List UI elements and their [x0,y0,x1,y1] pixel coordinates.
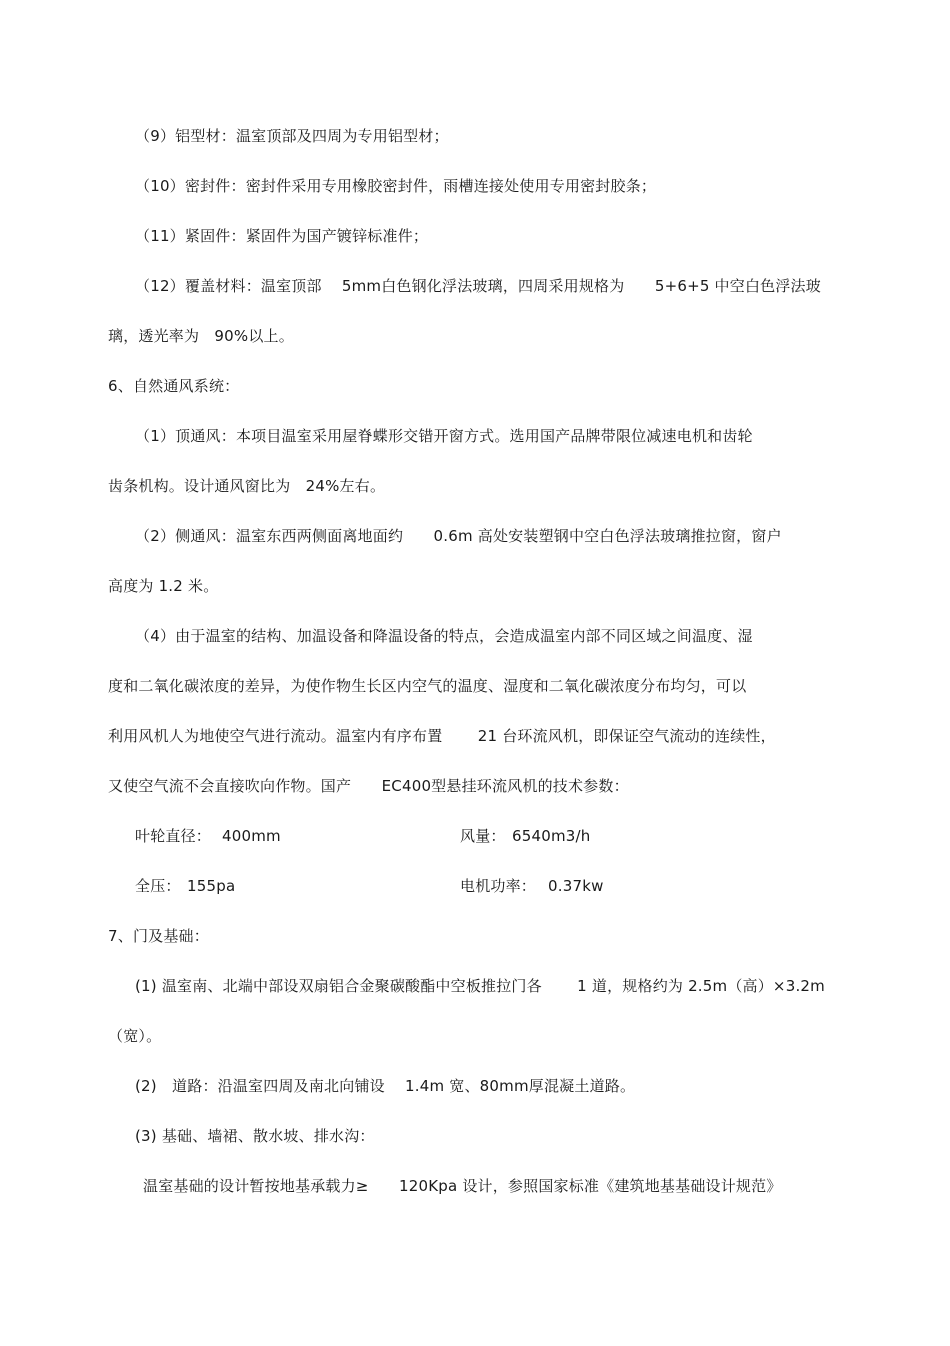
item-3-foundation: (3) 基础、墙裙、散水坡、排水沟： [135,1127,375,1145]
foundation-design-text: 温室基础的设计暂按地基承载力≥ 120Kpa 设计，参照国家标准《建筑地基基础设计规范》 [143,1177,782,1195]
item-10-seals: （10）密封件：密封件采用专用橡胶密封件，雨槽连接处使用专用密封胶条； [135,177,657,195]
item-2-side-ventilation: （2）侧通风：温室东西两侧面离地面约 0.6m 高处安装塑钢中空白色浮法玻璃推拉窗，窗户 [135,527,782,545]
item-12-continuation: 璃，透光率为 90%以上。 [108,327,294,345]
section-6-heading: 6、自然通风系统： [108,377,240,395]
spec-power-value: 0.37kw [548,877,604,895]
item-1-doors-continuation: （宽）。 [108,1027,162,1045]
item-2-continuation: 高度为 1.2 米。 [108,577,219,595]
item-1-roof-ventilation: （1）顶通风：本项目温室采用屋脊蝶形交错开窗方式。选用国产品牌带限位减速电机和齿轮 [135,427,753,445]
spec-impeller-label: 叶轮直径： [135,827,212,845]
item-4-line-3: 利用风机人为地使空气进行流动。温室内有序布置 21 台环流风机，即保证空气流动的连续性， [108,727,776,745]
spec-power-label: 电机功率： [460,877,537,895]
item-4-line-4: 又使空气流不会直接吹向作物。国产 EC400型悬挂环流风机的技术参数： [108,777,629,795]
item-1-continuation: 齿条机构。设计通风窗比为 24%左右。 [108,477,386,495]
item-1-doors: (1) 温室南、北端中部设双扇铝合金聚碳酸酯中空板推拉门各 1 道，规格约为 2.5m（高）×3.2m [135,977,825,995]
spec-impeller-value: 400mm [222,827,281,845]
spec-pressure-label: 全压： [135,877,181,895]
item-2-roads: (2) 道路：沿温室四周及南北向铺设 1.4m 宽、80mm厚混凝土道路。 [135,1077,636,1095]
item-4-circulation: （4）由于温室的结构、加温设备和降温设备的特点，会造成温室内部不同区域之间温度、湿 [135,627,753,645]
spec-pressure-value: 155pa [187,877,236,895]
item-4-line-2: 度和二氧化碳浓度的差异，为使作物生长区内空气的温度、湿度和二氧化碳浓度分布均匀，可以 [108,677,747,695]
item-11-fasteners: （11）紧固件：紧固件为国产镀锌标准件； [135,227,429,245]
item-9-aluminum-profile: （9）铝型材：温室顶部及四周为专用铝型材； [135,127,449,145]
spec-airflow-value: 6540m3/h [512,827,591,845]
item-12-covering-material: （12）覆盖材料：温室顶部 5mm白色钢化浮法玻璃，四周采用规格为 5+6+5 中空白色浮法玻 [135,277,821,295]
section-7-heading: 7、门及基础： [108,927,209,945]
spec-airflow-label: 风量： [460,827,506,845]
